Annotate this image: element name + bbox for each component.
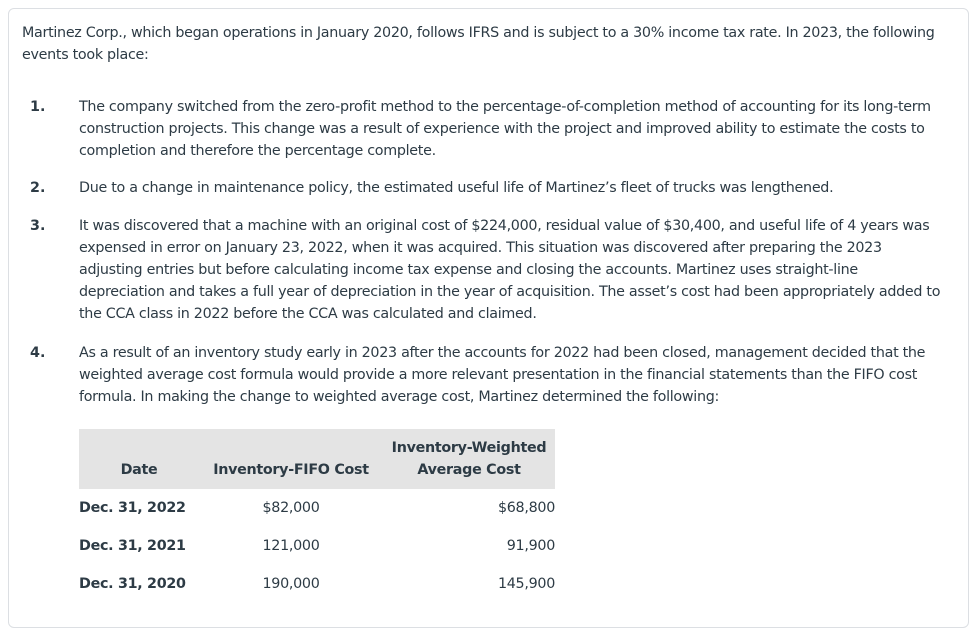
table-row bbox=[79, 489, 555, 527]
header-date: Date bbox=[79, 429, 199, 489]
list-number: 4. bbox=[30, 345, 46, 361]
list-text: It was discovered that a machine with an original cost of $224,000, residual value of $30,400, and useful life of 4 years was expensed in error on January 23, 2022, when it was acquired. This situation was discovered after preparing the 2023 adjusting entries but before calculating income tax expense and closing the accounts. Martinez uses straight-line depreciation and takes a full year of depreciation in the year of acquisition. The asset’s cost had been appropriately added to the CCA class in 2022 before the CCA was calculated and claimed. bbox=[79, 218, 941, 322]
cell-wac: 91,900 bbox=[506, 538, 555, 554]
list-number: 3. bbox=[30, 218, 46, 234]
list-text: Due to a change in maintenance policy, the estimated useful life of Martinez’s fleet of trucks was lengthened. bbox=[79, 180, 834, 196]
cell-fifo: 190,000 bbox=[262, 576, 320, 592]
inventory-table bbox=[79, 429, 555, 603]
cell-wac: 145,900 bbox=[497, 576, 555, 592]
cell-wac: $68,800 bbox=[497, 500, 555, 516]
list-text: As a result of an inventory study early in 2023 after the accounts for 2022 had been closed, management decided that the weighted average cost formula would provide a more relevant presentation in the financial statements than the FIFO cost formula. In making the change to weighted average cost, Martinez determined the following: bbox=[79, 345, 926, 405]
table-row bbox=[79, 527, 555, 565]
intro-paragraph: Martinez Corp., which began operations in January 2020, follows IFRS and is subject to a 30% income tax rate. In 2023, the following events took place: bbox=[22, 25, 935, 63]
header-fifo-cost: Inventory-FIFO Cost bbox=[199, 429, 383, 489]
list-number: 2. bbox=[30, 180, 46, 196]
header-weighted-average-cost: Inventory-Weighted Average Cost bbox=[383, 429, 555, 489]
cell-fifo: $82,000 bbox=[262, 500, 320, 516]
cell-date: Dec. 31, 2021 bbox=[79, 538, 186, 554]
table-row bbox=[79, 565, 555, 603]
cell-fifo: 121,000 bbox=[262, 538, 320, 554]
list-number: 1. bbox=[30, 99, 46, 115]
list-text: The company switched from the zero-profit method to the percentage-of-completion method of accounting for its long-term construction projects. This change was a result of experience with the project and improved ability to estimate the costs to completion and therefore the percentage complete. bbox=[79, 99, 931, 159]
cell-date: Dec. 31, 2022 bbox=[79, 500, 186, 516]
cell-date: Dec. 31, 2020 bbox=[79, 576, 186, 592]
table-header-row bbox=[79, 429, 555, 489]
